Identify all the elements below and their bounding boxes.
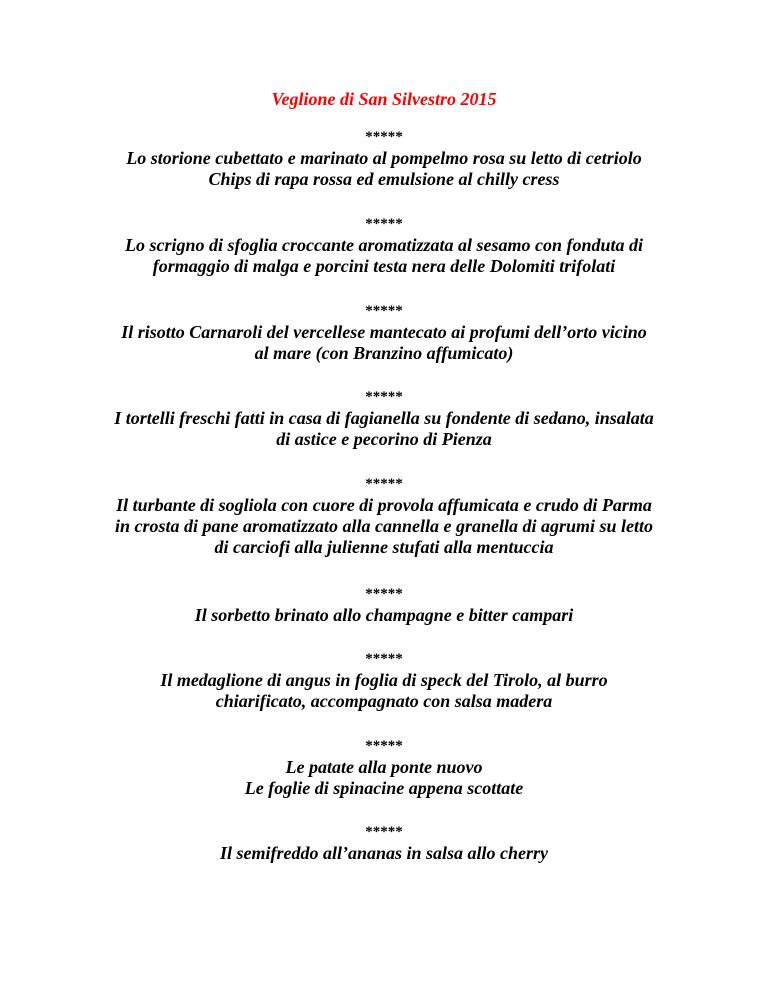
course-separator: *****: [365, 586, 403, 602]
course-line: Le patate alla ponte nuovo: [285, 757, 483, 777]
course-line: di astice e pecorino di Pienza: [276, 429, 492, 449]
course-separator: *****: [365, 389, 403, 405]
course-separator: *****: [365, 651, 403, 667]
course-item: [60, 650, 708, 712]
course-item: [60, 215, 708, 277]
course-line: al mare (con Branzino affumicato): [254, 343, 514, 363]
course-separator: *****: [365, 216, 403, 232]
course-separator: *****: [365, 824, 403, 840]
course-line: Lo scrigno di sfoglia croccante aromatizzata al sesamo con fonduta di: [124, 235, 644, 255]
course-item: [60, 737, 708, 799]
course-line: chiarificato, accompagnato con salsa madera: [215, 691, 553, 711]
course-line: di carciofi alla julienne stufati alla mentuccia: [214, 537, 554, 557]
course-line: Lo storione cubettato e marinato al pompelmo rosa su letto di cetriolo: [126, 148, 642, 168]
course-line: Chips di rapa rossa ed emulsione al chilly cress: [208, 169, 560, 189]
course-item: [60, 302, 708, 364]
course-line: Il turbante di sogliola con cuore di provola affumicata e crudo di Parma: [116, 495, 652, 515]
course-item: [60, 823, 708, 864]
course-separator: *****: [365, 129, 403, 145]
course-separator: *****: [365, 303, 403, 319]
course-line: Il risotto Carnaroli del vercellese mantecato ai profumi dell’orto vicino: [121, 322, 647, 342]
course-separator: *****: [365, 738, 403, 754]
course-line: Il sorbetto brinato allo champagne e bitter campari: [194, 605, 574, 625]
course-item: [60, 585, 708, 626]
course-line: in crosta di pane aromatizzato alla cannella e granella di agrumi su letto: [114, 516, 654, 536]
course-line: I tortelli freschi fatti in casa di fagianella su fondente di sedano, insalata: [114, 408, 654, 428]
course-line: Il medaglione di angus in foglia di speck del Tirolo, al burro: [160, 670, 608, 690]
course-line: formaggio di malga e porcini testa nera delle Dolomiti trifolati: [152, 256, 616, 276]
course-item: [60, 128, 708, 190]
course-separator: *****: [365, 476, 403, 492]
course-line: Il semifreddo all’ananas in salsa allo cherry: [219, 843, 549, 863]
course-item: [60, 475, 708, 558]
course-item: [60, 388, 708, 450]
course-line: Le foglie di spinacine appena scottate: [244, 778, 524, 798]
menu-title: Veglione di San Silvestro 2015: [271, 89, 497, 109]
